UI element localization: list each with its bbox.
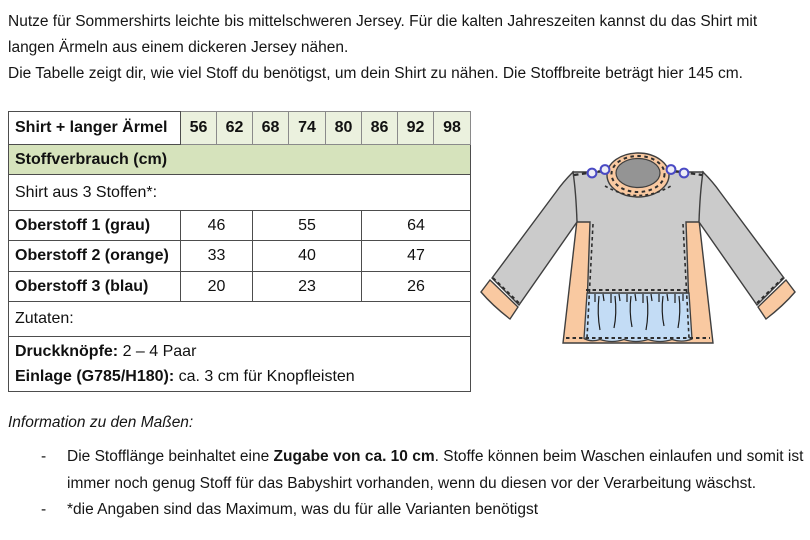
list-item <box>8 444 804 497</box>
section-header-row <box>9 145 471 175</box>
subheader-row <box>9 175 471 211</box>
table-title-cell: Shirt + langer Ärmel <box>9 112 181 145</box>
zutaten-row <box>9 302 471 337</box>
notion-label: Einlage (G785/H180): <box>15 368 175 385</box>
info-section <box>8 414 804 524</box>
subheader-cell: Shirt aus 3 Stoffen*: <box>9 175 471 211</box>
size-cell: 98 <box>434 112 471 145</box>
notion-label: Druckknöpfe: <box>15 343 119 360</box>
intro-paragraph-2: Die Tabelle zeigt dir, wie viel Stoff du benötigst, um dein Shirt zu nähen. Die Stoffbreite beträgt hier 145 cm. <box>8 64 743 82</box>
value-cell: 46 <box>181 211 253 241</box>
size-cell: 80 <box>326 112 362 145</box>
notion-value: 2 – 4 Paar <box>118 343 197 360</box>
table-row <box>9 241 471 272</box>
notions-row <box>9 337 471 392</box>
intro-text <box>8 9 804 86</box>
fabric-label-cell: Oberstoff 3 (blau) <box>9 272 181 302</box>
value-cell: 20 <box>181 272 253 302</box>
info-heading: Information zu den Maßen: <box>8 414 194 431</box>
size-cell: 74 <box>289 112 326 145</box>
notion-value: ca. 3 cm für Knopfleisten <box>174 368 355 385</box>
value-cell: 64 <box>362 211 471 241</box>
bullet1-pre: Die Stofflänge beinhaltet eine <box>67 448 274 465</box>
bullet-text: *die Angaben sind das Maximum, was du für alle Varianten benötigst <box>67 501 539 518</box>
bullet-dash: - <box>41 448 47 465</box>
bullet1-bold: Zugabe von ca. 10 cm <box>273 448 435 465</box>
value-cell: 47 <box>362 241 471 272</box>
value-cell: 26 <box>362 272 471 302</box>
table-row <box>9 211 471 241</box>
size-cell: 62 <box>217 112 253 145</box>
shirt-illustration <box>472 142 804 400</box>
fabric-label-cell: Oberstoff 1 (grau) <box>9 211 181 241</box>
value-cell: 40 <box>253 241 362 272</box>
fabric-requirements-table <box>8 111 471 392</box>
size-header-row <box>9 112 471 145</box>
value-cell: 23 <box>253 272 362 302</box>
table-row <box>9 272 471 302</box>
intro-paragraph-1: Nutze für Sommershirts leichte bis mittelschweren Jersey. Für die kalten Jahreszeiten kannst du das Shirt mit langen Ärmeln aus einem dickeren Jersey nähen. <box>8 13 758 56</box>
size-cell: 68 <box>253 112 289 145</box>
zutaten-cell: Zutaten: <box>9 302 471 337</box>
shirt-ruffle-blue <box>584 293 692 342</box>
shirt-neckband-inner <box>616 159 660 188</box>
section-header-cell: Stoffverbrauch (cm) <box>9 145 471 175</box>
list-item <box>8 497 804 524</box>
value-cell: 33 <box>181 241 253 272</box>
bullet-dash: - <box>41 501 47 518</box>
size-cell: 56 <box>181 112 217 145</box>
notion-line <box>15 339 470 364</box>
bullet1-post: . Stoffe können beim Waschen einlaufen und somit ist immer noch genug Stoff für das Babyshirt vorhanden, wenn du diesen vor der Verarbeitung wäschst. <box>67 448 804 492</box>
size-cell: 92 <box>398 112 434 145</box>
bullet-text <box>67 444 804 497</box>
shirt-sleeve-left <box>492 172 577 305</box>
notions-cell <box>9 337 471 392</box>
fabric-label-cell: Oberstoff 2 (orange) <box>9 241 181 272</box>
shirt-drawing-svg <box>472 142 804 400</box>
notion-line <box>15 364 470 389</box>
value-cell: 55 <box>253 211 362 241</box>
size-cell: 86 <box>362 112 398 145</box>
shirt-sleeve-right <box>699 172 784 305</box>
